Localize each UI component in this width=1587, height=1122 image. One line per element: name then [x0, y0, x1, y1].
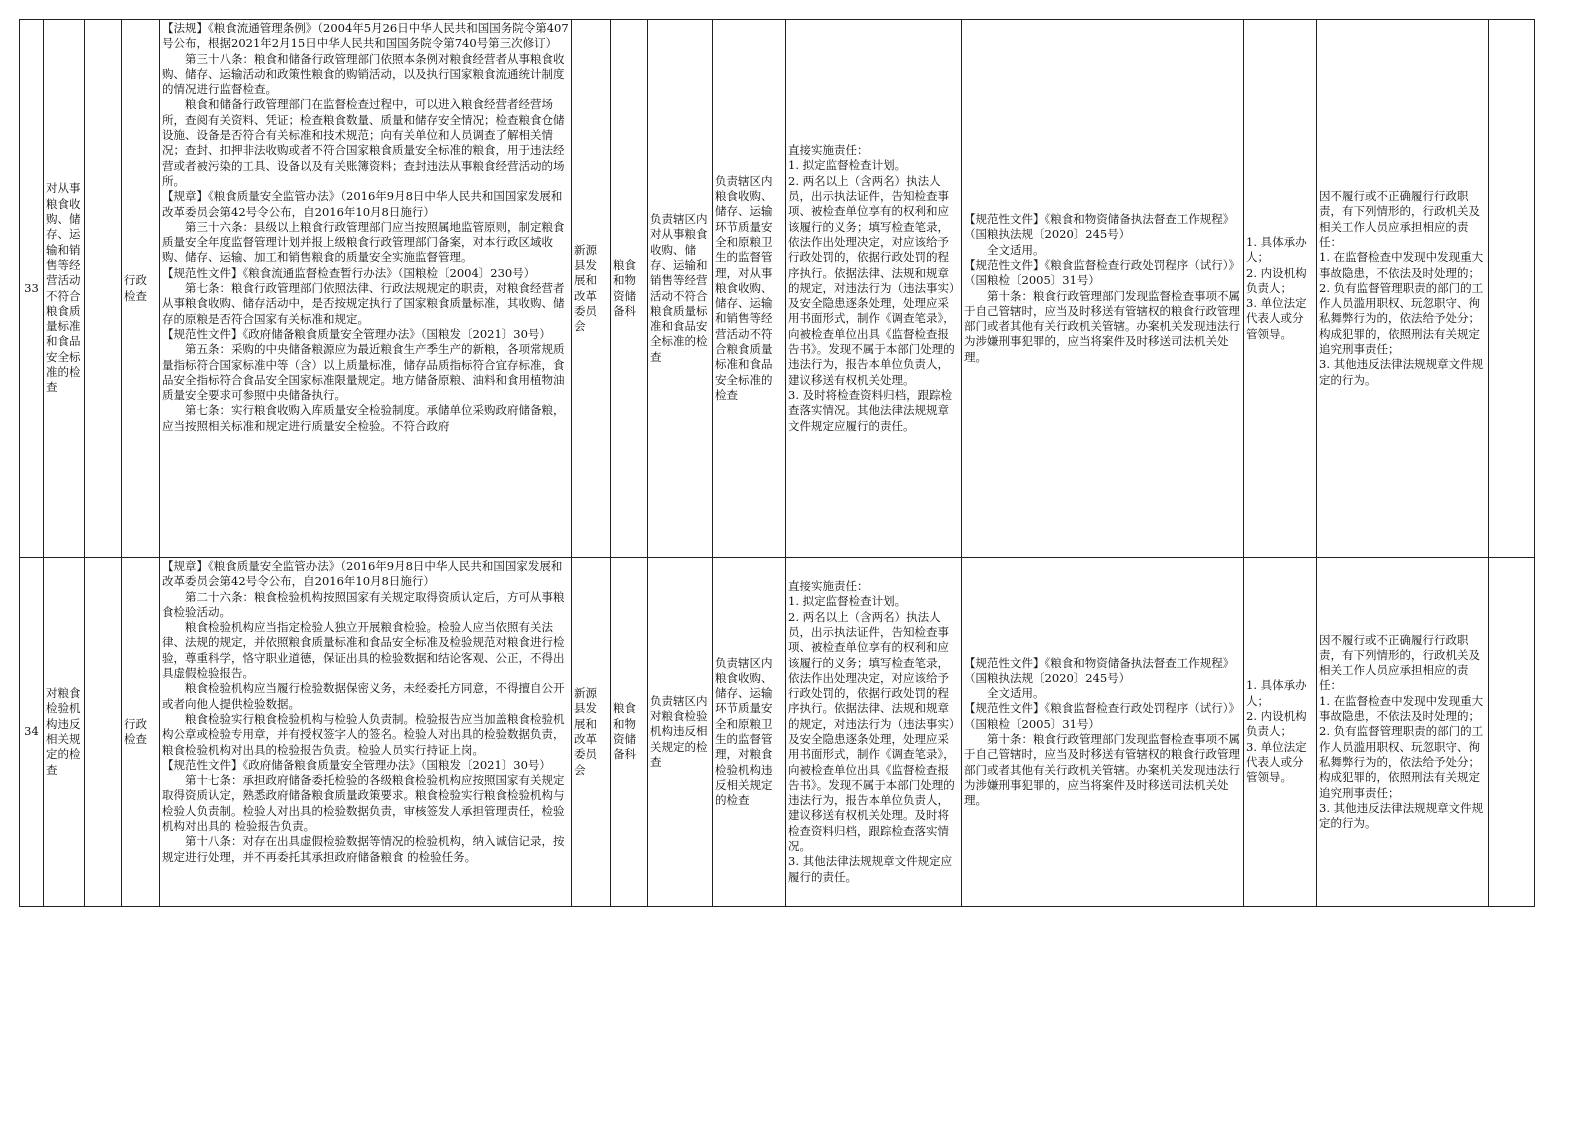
responsible-unit: 粮食和物资储备科	[611, 20, 648, 558]
inspection-content: 负责辖区内粮食收购、储存、运输环节质量安全和原粮卫生的监督管理，对粮食检验机构违反相关规定的检查	[713, 558, 786, 907]
accountability: 因不履行或不正确履行行政职责，有下列情形的，行政机关及相关工作人员应承担相应的责任： 1. 在监督检查中发现中发现重大事故隐患，不依法及时处理的； 2. 负有监督管理职责的部门的工作人员滥用职权、玩忽职守、徇私舞弊行为的，依法给予处分；构成犯罪的，依照刑法有关规定追究刑事责任； 3. 其他违反法律法规规章文件规定的行为。	[1317, 558, 1489, 907]
item-category: 行政检查	[122, 20, 160, 558]
inspection-target: 负责辖区内对粮食检验机构违反相关规定的检查	[648, 558, 713, 907]
duty-items: 直接实施责任： 1. 拟定监督检查计划。 2. 两名以上（含两名）执法人员，出示执法证件，告知检查事项、被检查单位享有的权利和应该履行的义务；填写检查笔录，依法作出处理决定，对应该给予行政处罚的，依据行政处罚的程序执行。依据法律、法规和规章的规定，对违法行为（违法事实）及安全隐患逐条处理，处理应采用书面形式，制作《调查笔录》，向被检查单位出具《监督检查报告书》。发现不属于本部门处理的违法行为，报告本单位负责人，建议移送有权机关处理。 3. 及时将检查资料归档，跟踪检查落实情况。其他法律法规规章文件规定应履行的责任。	[786, 20, 962, 558]
inspection-content: 负责辖区内粮食收购、储存、运输环节质量安全和原粮卫生的监督管理，对从事粮食收购、储存、运输和销售等经营活动不符合粮食质量标准和食品安全标准的检查	[713, 20, 786, 558]
responsibility-table	[19, 19, 1535, 907]
basis-paragraph: 第十八条：对存在出具虚假检验数据等情况的检验机构，纳入诚信记录，按规定进行处理，并不再委托其承担政府储备粮食 的检验任务。	[162, 834, 565, 864]
remark	[1489, 20, 1535, 558]
legal-basis	[160, 20, 572, 558]
basis-paragraph: 粮食检验实行粮食检验机构与检验人负责制。检验报告应当加盖粮食检验机构公章或检验专用章，并有授权签字人的签名。检验人对出具的检验数据负责，粮食检验机构对出具的检验报告负责。检验人员实行持证上岗。	[162, 711, 565, 757]
basis-paragraph: 【规范性文件】《政府储备粮食质量安全管理办法》（国粮发〔2021〕30号）	[162, 326, 551, 341]
responsible-unit: 粮食和物资储备科	[611, 558, 648, 907]
table-row	[20, 20, 1535, 558]
accountability: 因不履行或不正确履行行政职责，有下列情形的，行政机关及相关工作人员应承担相应的责任： 1. 在监督检查中发现中发现重大事故隐患，不依法及时处理的； 2. 负有监督管理职责的部门的工作人员滥用职权、玩忽职守、徇私舞弊行为的，依法给予处分；构成犯罪的，依照刑法有关规定追究刑事责任； 3. 其他违反法律法规规章文件规定的行为。	[1317, 20, 1489, 558]
implementing-department: 新源县发展和改革委员会	[572, 558, 611, 907]
basis-paragraph: 粮食检验机构应当指定检验人独立开展粮食检验。检验人应当依照有关法律、法规的规定，并依照粮食质量标准和食品安全标准及检验规范对粮食进行检验，尊重科学，恪守职业道德，保证出具的检验数据和结论客观、公正，不得出具虚假检验报告。	[162, 620, 565, 681]
item-category: 行政检查	[122, 558, 160, 907]
basis-paragraph: 粮食和储备行政管理部门在监督检查过程中，可以进入粮食经营者经营场所，查阅有关资料、凭证；检查粮食数量、质量和储存安全情况；检查粮食仓储设施、设备是否符合有关标准和技术规范；向有关单位和人员调查了解相关情况；查封、扣押非法收购或者不符合国家粮食质量安全标准的粮食，用于违法经营或者被污染的工具、设备以及有关账簿资料；查封违法从事粮食经营活动的场所。	[162, 97, 565, 188]
duty-items: 直接实施责任： 1. 拟定监督检查计划。 2. 两名以上（含两名）执法人员，出示执法证件，告知检查事项、被检查单位享有的权利和应该履行的义务；填写检查笔录，依法作出处理决定，对应该给予行政处罚的，依据行政处罚的程序执行。依据法律、法规和规章的规定，对违法行为（违法事实）及安全隐患逐条处理，处理应采用书面形式，制作《调查笔录》，向被检查单位出具《监督检查报告书》。发现不属于本部门处理的违法行为，报告本单位负责人，建议移送有权机关处理。及时将检查资料归档，跟踪检查落实情况。 3. 其他法律法规规章文件规定应履行的责任。	[786, 558, 962, 907]
basis-paragraph: 【法规】《粮食流通管理条例》（2004年5月26日中华人民共和国国务院令第407号公布，根据2021年2月15日中华人民共和国国务院令第740号第三次修订）	[162, 21, 569, 51]
basis-paragraph: 第三十六条：县级以上粮食行政管理部门应当按照属地监管原则，制定粮食质量安全年度监督管理计划并报上级粮食行政管理部门备案，对本行政区域收购、储存、运输、加工和销售粮食的质量安全实施监督管理。	[162, 219, 565, 265]
table-row	[20, 558, 1535, 907]
implementing-department: 新源县发展和改革委员会	[572, 20, 611, 558]
responsible-subject: 1. 具体承办人； 2. 内设机构负责人； 3. 单位法定代表人或分管领导。	[1244, 20, 1317, 558]
inspection-target: 负责辖区内对从事粮食收购、储存、运输和销售等经营活动不符合粮食质量标准和食品安全标准的检查	[648, 20, 713, 558]
basis-paragraph: 第五条：采购的中央储备粮源应为最近粮食生产季生产的新粮，各项常规质量指标符合国家标准中等（含）以上质量标准，储存品质指标符合宜存标准，食品安全指标符合食品安全国家标准限量规定。地方储备原粮、油料和食用植物油质量安全要求可参照中央储备执行。	[162, 342, 565, 403]
basis-paragraph: 【规章】《粮食质量安全监管办法》（2016年9月8日中华人民共和国国家发展和改革委员会第42号令公布，自2016年10月8日施行）	[162, 559, 563, 589]
responsible-subject: 1. 具体承办人； 2. 内设机构负责人； 3. 单位法定代表人或分管领导。	[1244, 558, 1317, 907]
basis-paragraph: 第三十八条：粮食和储备行政管理部门依照本条例对粮食经营者从事粮食收购、储存、运输活动和政策性粮食的购销活动，以及执行国家粮食流通统计制度的情况进行监督检查。	[162, 51, 565, 97]
basis-paragraph: 第七条：实行粮食收购入库质量安全检验制度。承储单位采购政府储备粮，应当按照相关标准和规定进行质量安全检验。不符合政府	[162, 403, 565, 433]
basis-paragraph: 【规范性文件】《粮食流通监督检查暂行办法》（国粮检〔2004〕230号）	[162, 265, 536, 280]
row-number: 34	[20, 558, 44, 907]
basis-paragraph: 第十七条：承担政府储备委托检验的各级粮食检验机构应按照国家有关规定取得资质认定，熟悉政府储备粮食质量政策要求。粮食检验实行粮食检验机构与检验人负责制。检验人对出具的检验数据负责，审核签发人承担管理责任，检验机构对出具的 检验报告负责。	[162, 773, 565, 834]
legal-basis	[160, 558, 572, 907]
basis-paragraph: 粮食检验机构应当履行检验数据保密义务，未经委托方同意，不得擅自公开或者向他人提供检验数据。	[162, 681, 565, 711]
duty-basis: 【规范性文件】《粮食和物资储备执法督查工作规程》（国粮执法规〔2020〕245号） 全文适用。 【规范性文件】《粮食监督检查行政处罚程序（试行）》（国粮检〔2005〕31号） 第十条：粮食行政管理部门发现监督检查事项不属于自己管辖时，应当及时移送有管辖权的粮食行政管理部门或者其他有关行政机关管辖。办案机关发现违法行为涉嫌刑事犯罪的，应当将案件及时移送司法机关处理。	[962, 558, 1244, 907]
remark	[1489, 558, 1535, 907]
item-name: 对从事粮食收购、储存、运输和销售等经营活动不符合粮食质量标准和食品安全标准的检查	[44, 20, 85, 558]
duty-basis: 【规范性文件】《粮食和物资储备执法督查工作规程》（国粮执法规〔2020〕245号） 全文适用。 【规范性文件】《粮食监督检查行政处罚程序（试行）》（国粮检〔2005〕31号） 第十条：粮食行政管理部门发现监督检查事项不属于自己管辖时，应当及时移送有管辖权的粮食行政管理部门或者其他有关行政机关管辖。办案机关发现违法行为涉嫌刑事犯罪的，应当将案件及时移送司法机关处理。	[962, 20, 1244, 558]
basis-paragraph: 第二十六条：粮食检验机构按照国家有关规定取得资质认定后，方可从事粮食检验活动。	[162, 589, 565, 619]
basis-paragraph: 【规范性文件】《政府储备粮食质量安全管理办法》（国粮发〔2021〕30号）	[162, 757, 551, 772]
row-number: 33	[20, 20, 44, 558]
item-name: 对粮食检验机构违反相关规定的检查	[44, 558, 85, 907]
basis-paragraph: 第七条：粮食行政管理部门依照法律、行政法规规定的职责，对粮食经营者从事粮食收购、储存活动中，是否按规定执行了国家粮食质量标准，其收购、储存的原粮是否符合国家有关标准和规定。	[162, 281, 565, 326]
basis-paragraph: 【规章】《粮食质量安全监管办法》（2016年9月8日中华人民共和国国家发展和改革委员会第42号令公布，自2016年10月8日施行）	[162, 189, 563, 219]
subitem-name	[85, 20, 122, 558]
subitem-name	[85, 558, 122, 907]
